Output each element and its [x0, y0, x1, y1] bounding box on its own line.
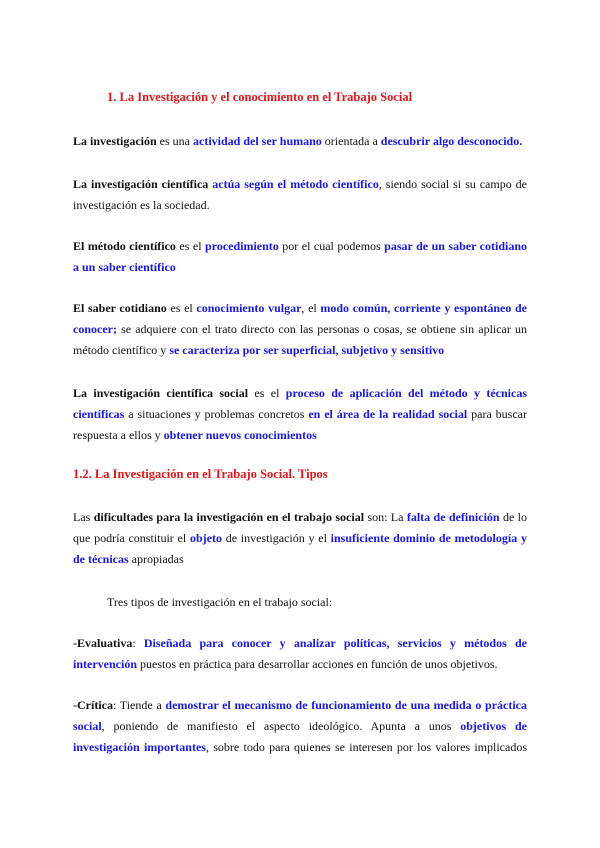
text: son: La: [364, 510, 407, 524]
text: se adquiere con el trato directo con las personas o cosas, se obtiene sin aplicar un método científico y: [73, 322, 527, 357]
text: , poniendo de manifiesto el aspecto ideológico. Apunta a unos: [101, 719, 461, 733]
text: de investigación y el: [221, 531, 331, 545]
text: es el: [175, 239, 206, 253]
highlight-conocimiento-vulgar: conocimiento vulgar: [196, 301, 302, 315]
text: orientada a: [321, 134, 381, 148]
term-metodo-cientifico: El método científico: [73, 239, 176, 253]
highlight-insuficiente-dominio: insuficiente dominio de metodología y de técnicas: [73, 531, 527, 566]
highlight-objetivos: objetivos de investigación importantes: [73, 719, 527, 754]
highlight-nuevos-conocimientos: obtener nuevos conocimientos: [163, 428, 317, 442]
term-investigacion-social: La investigación científica social: [73, 386, 249, 400]
text: de lo que podría constituir el: [73, 510, 528, 545]
text: por el cual podemos: [278, 239, 385, 253]
highlight-descubrir: descubrir algo desconocido.: [380, 134, 523, 148]
paragraph-investigacion: [73, 131, 527, 152]
text: puestos en práctica para desarrollar acciones en función de unos objetivos.: [137, 657, 498, 671]
paragraph-saber-cotidiano: [73, 298, 527, 361]
highlight-procedimiento: procedimiento: [205, 239, 279, 253]
term-evaluativa: -Evaluativa: [73, 636, 133, 650]
paragraph-tres-tipos: Tres tipos de investigación en el trabajo social:: [107, 595, 333, 609]
term-investigacion-cientifica: La investigación científica: [73, 177, 209, 191]
term-dificultades: dificultades para la investigación en el trabajo social: [93, 510, 365, 524]
text: es el: [248, 386, 286, 400]
highlight-proceso: proceso de aplicación del método y técnicas científicas: [73, 386, 528, 421]
term-critica: -Crítica: [73, 698, 113, 712]
highlight-demostrar: demostrar el mecanismo de funcionamiento de una medida o práctica social: [73, 698, 527, 733]
paragraph-investigacion-cientifica: [73, 174, 527, 216]
text: Las: [73, 510, 94, 524]
highlight-falta-definicion: falta de definición: [406, 510, 500, 524]
section-heading-1: 1. La Investigación y el conocimiento en el Trabajo Social: [107, 90, 413, 104]
text: , el: [301, 301, 321, 315]
text: para buscar respuesta a ellos y: [73, 407, 527, 442]
text: apropiadas: [128, 552, 184, 566]
highlight-saber: pasar de un saber cotidiano a un saber científico: [73, 239, 527, 274]
section-heading-2: 1.2. La Investigación en el Trabajo Social. Tipos: [73, 467, 328, 481]
highlight-metodo: actúa según el método científico: [212, 177, 379, 191]
term-investigacion: La investigación: [73, 134, 157, 148]
highlight-caracteriza: se caracteriza por ser superficial, subjetivo y sensitivo: [169, 343, 445, 357]
paragraph-dificultades: [73, 507, 527, 570]
text: es el: [166, 301, 197, 315]
highlight-disenada: Diseñada para conocer y analizar políticas, servicios y métodos de intervención: [73, 636, 527, 671]
text: : Tiende a: [112, 698, 166, 712]
highlight-actividad: actividad del ser humano: [193, 134, 322, 148]
paragraph-investigacion-social: [73, 383, 527, 446]
highlight-realidad-social: en el área de la realidad social: [308, 407, 468, 421]
highlight-modo-comun: modo común, corriente y espontáneo de conocer;: [73, 301, 527, 336]
text: a situaciones y problemas concretos: [124, 407, 309, 421]
highlight-objeto: objeto: [189, 531, 222, 545]
text: , sobre todo para quienes se interesen por los valores implicados: [205, 740, 528, 754]
paragraph-evaluativa: [73, 633, 527, 675]
paragraph-metodo-cientifico: [73, 236, 527, 278]
term-saber-cotidiano: El saber cotidiano: [73, 301, 167, 315]
text: :: [132, 636, 144, 650]
paragraph-critica: [73, 695, 527, 758]
text: es una: [156, 134, 193, 148]
text: , siendo social si su campo de investigación es la sociedad.: [73, 177, 528, 212]
